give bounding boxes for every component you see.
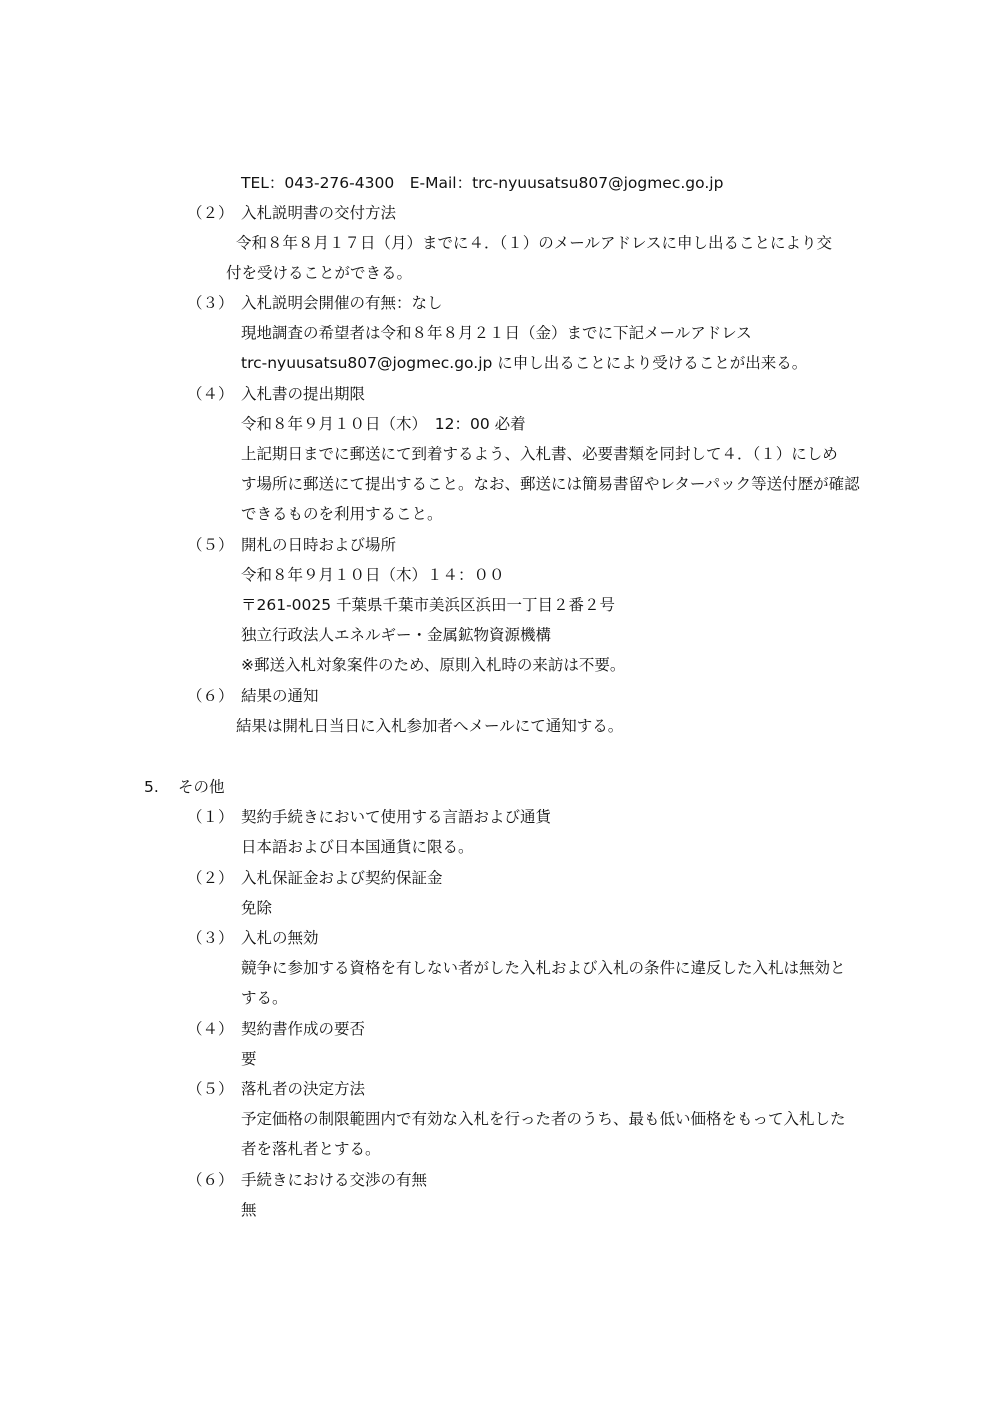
item-text: 結果は開札日当日に入札参加者へメールにて通知する。 xyxy=(236,717,624,735)
item-number: （６） xyxy=(187,1171,234,1189)
section-heading: その他 xyxy=(178,778,225,796)
item-text: する。 xyxy=(241,989,288,1007)
item-title: 入札説明書の交付方法 xyxy=(241,204,397,222)
item-text: ※郵送入札対象案件のため、原則入札時の来訪は不要。 xyxy=(241,656,626,674)
section-number: 5. xyxy=(144,778,159,796)
item-text: 予定価格の制限範囲内で有効な入札を行った者のうち、最も低い価格をもって入札した xyxy=(241,1110,846,1128)
item-title: 契約書作成の要否 xyxy=(241,1020,366,1038)
item-title: 結果の通知 xyxy=(241,687,319,705)
item-text: 令和８年９月１０日（木）１４：００ xyxy=(241,566,505,584)
item-text: 競争に参加する資格を有しない者がした入札および入札の条件に違反した入札は無効と xyxy=(241,959,846,977)
item-text: trc-nyuusatsu807@jogmec.go.jp に申し出ることにより受けることが出来る。 xyxy=(241,354,808,372)
contact-line: TEL：043-276-4300 E-Mail：trc-nyuusatsu807@jogmec.go.jp xyxy=(241,174,724,192)
item-number: （２） xyxy=(187,204,234,222)
item-text: す場所に郵送にて提出すること。なお、郵送には簡易書留やレターパック等送付歴が確認 xyxy=(241,475,860,493)
item-text: 者を落札者とする。 xyxy=(241,1140,381,1158)
item-title: 開札の日時および場所 xyxy=(241,536,397,554)
item-text: 日本語および日本国通貨に限る。 xyxy=(241,838,474,856)
item-title: 入札保証金および契約保証金 xyxy=(241,869,443,887)
item-title: 入札説明会開催の有無：なし xyxy=(241,294,443,312)
item-number: （２） xyxy=(187,869,234,887)
item-title: 落札者の決定方法 xyxy=(241,1080,366,1098)
item-text: 無 xyxy=(241,1201,257,1219)
item-title: 入札の無効 xyxy=(241,929,319,947)
item-number: （５） xyxy=(187,536,234,554)
item-number: （３） xyxy=(187,929,234,947)
item-text: 上記期日までに郵送にて到着するよう、入札書、必要書類を同封して４．（１）にしめ xyxy=(241,445,838,463)
item-number: （４） xyxy=(187,385,234,403)
item-title: 入札書の提出期限 xyxy=(241,385,366,403)
item-text: 付を受けることができる。 xyxy=(226,264,413,282)
item-text: できるものを利用すること。 xyxy=(241,505,443,523)
item-title: 契約手続きにおいて使用する言語および通貨 xyxy=(241,808,552,826)
item-text: 免除 xyxy=(241,899,273,917)
item-title: 手続きにおける交渉の有無 xyxy=(241,1171,428,1189)
item-text: 令和８年９月１０日（木） 12：00 必着 xyxy=(241,415,526,433)
item-number: （１） xyxy=(187,808,234,826)
item-number: （３） xyxy=(187,294,234,312)
item-text: 〒261-0025 千葉県千葉市美浜区浜田一丁目２番２号 xyxy=(241,596,616,614)
item-text: 独立行政法人エネルギー・金属鉱物資源機構 xyxy=(241,626,552,644)
item-number: （５） xyxy=(187,1080,234,1098)
item-number: （４） xyxy=(187,1020,234,1038)
item-text: 要 xyxy=(241,1050,257,1068)
item-number: （６） xyxy=(187,687,234,705)
item-text: 令和８年８月１７日（月）までに４．（１）のメールアドレスに申し出ることにより交 xyxy=(236,234,832,252)
item-text: 現地調査の希望者は令和８年８月２１日（金）までに下記メールアドレス xyxy=(241,324,752,342)
